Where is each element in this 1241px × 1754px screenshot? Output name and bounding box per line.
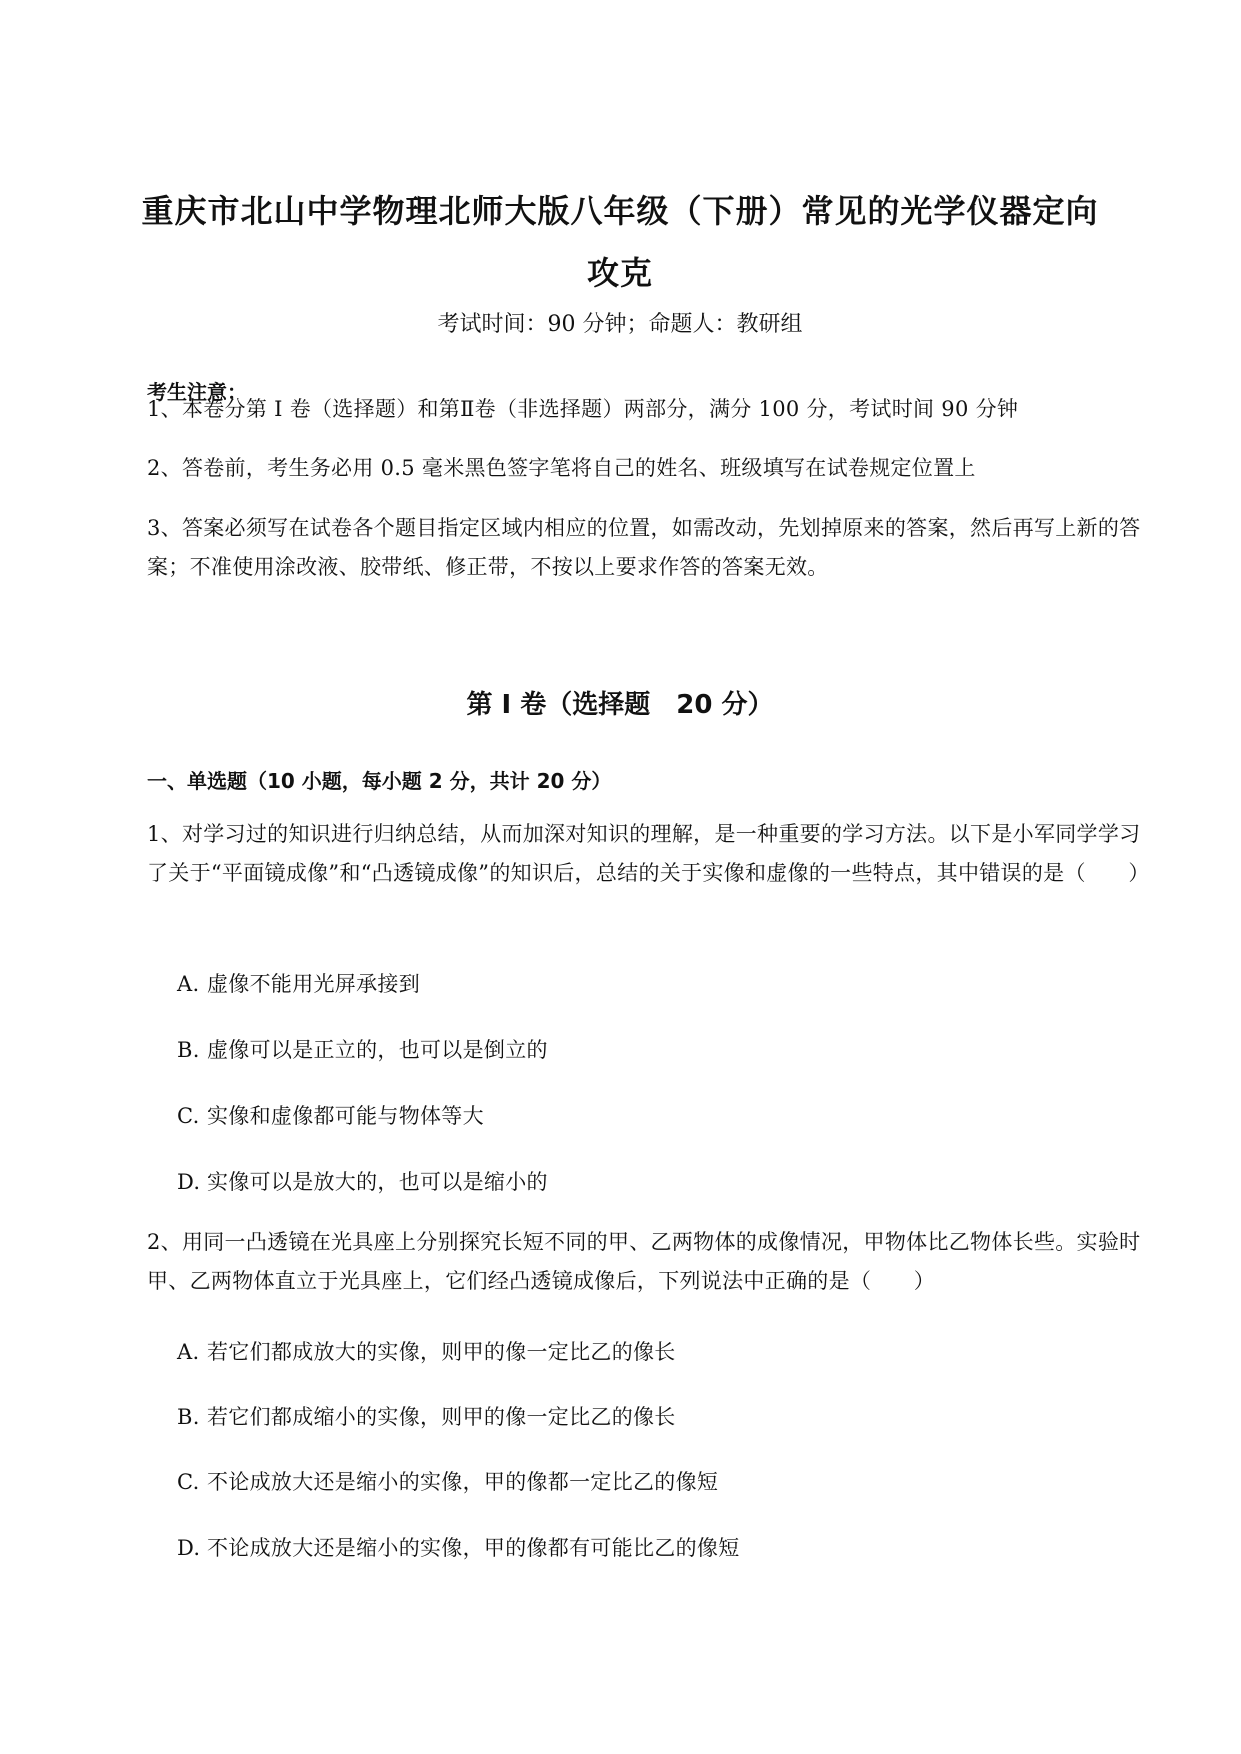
notice-heading: 考生注意：	[147, 380, 247, 404]
notice-item-1: 1、本卷分第 I 卷（选择题）和第Ⅱ卷（非选择题）两部分，满分 100 分，考试时间 90 分钟	[147, 397, 1019, 421]
question-1-stem: 1、对学习过的知识进行归纳总结，从而加深对知识的理解，是一种重要的学习方法。以下是小军同学学习了关于“平面镜成像”和“凸透镜成像”的知识后，总结的关于实像和虚像的一些特点，其中错误的是（ ）	[147, 822, 1150, 885]
question-2-option-a	[177, 1336, 676, 1368]
option-text: 实像和虚像都可能与物体等大	[207, 1104, 484, 1128]
question-2-stem: 2、用同一凸透镜在光具座上分别探究长短不同的甲、乙两物体的成像情况，甲物体比乙物体长些。实验时甲、乙两物体直立于光具座上，它们经凸透镜成像后，下列说法中正确的是（ ）	[147, 1230, 1141, 1293]
option-letter: B.	[177, 1038, 200, 1062]
option-letter: B.	[177, 1405, 200, 1429]
option-letter: D.	[177, 1170, 201, 1194]
option-text: 若它们都成放大的实像，则甲的像一定比乙的像长	[207, 1340, 676, 1364]
notice-item-2: 2、答卷前，考生务必用 0.5 毫米黑色签字笔将自己的姓名、班级填写在试卷规定位置上	[147, 456, 976, 480]
option-letter: C.	[177, 1470, 200, 1494]
exam-subtitle: 考试时间：90 分钟；命题人：教研组	[437, 312, 803, 337]
option-text: 不论成放大还是缩小的实像，甲的像都一定比乙的像短	[207, 1470, 719, 1494]
option-letter: A.	[177, 972, 200, 996]
option-text: 实像可以是放大的，也可以是缩小的	[207, 1170, 548, 1194]
option-letter: A.	[177, 1340, 200, 1364]
option-text: 虚像不能用光屏承接到	[207, 972, 420, 996]
question-2-option-c	[177, 1466, 718, 1498]
option-text: 若它们都成缩小的实像，则甲的像一定比乙的像长	[207, 1405, 676, 1429]
part-heading: 一、单选题（10 小题，每小题 2 分，共计 20 分）	[147, 769, 612, 793]
question-1-option-b	[177, 1034, 548, 1066]
option-letter: D.	[177, 1536, 201, 1560]
option-letter: C.	[177, 1104, 200, 1128]
question-1-option-d	[177, 1166, 548, 1198]
question-1-option-a	[177, 968, 420, 1000]
exam-title: 重庆市北山中学物理北师大版八年级（下册）常见的光学仪器定向攻克	[141, 192, 1099, 292]
question-2-option-b	[177, 1401, 676, 1433]
option-text: 虚像可以是正立的，也可以是倒立的	[207, 1038, 548, 1062]
question-2-option-d	[177, 1532, 740, 1564]
question-1-option-c	[177, 1100, 484, 1132]
option-text: 不论成放大还是缩小的实像，甲的像都有可能比乙的像短	[207, 1536, 740, 1560]
section-title: 第 I 卷（选择题 20 分）	[466, 690, 774, 720]
notice-item-3: 3、答案必须写在试卷各个题目指定区域内相应的位置，如需改动，先划掉原来的答案，然后再写上新的答案；不准使用涂改液、胶带纸、修正带，不按以上要求作答的答案无效。	[147, 516, 1141, 579]
